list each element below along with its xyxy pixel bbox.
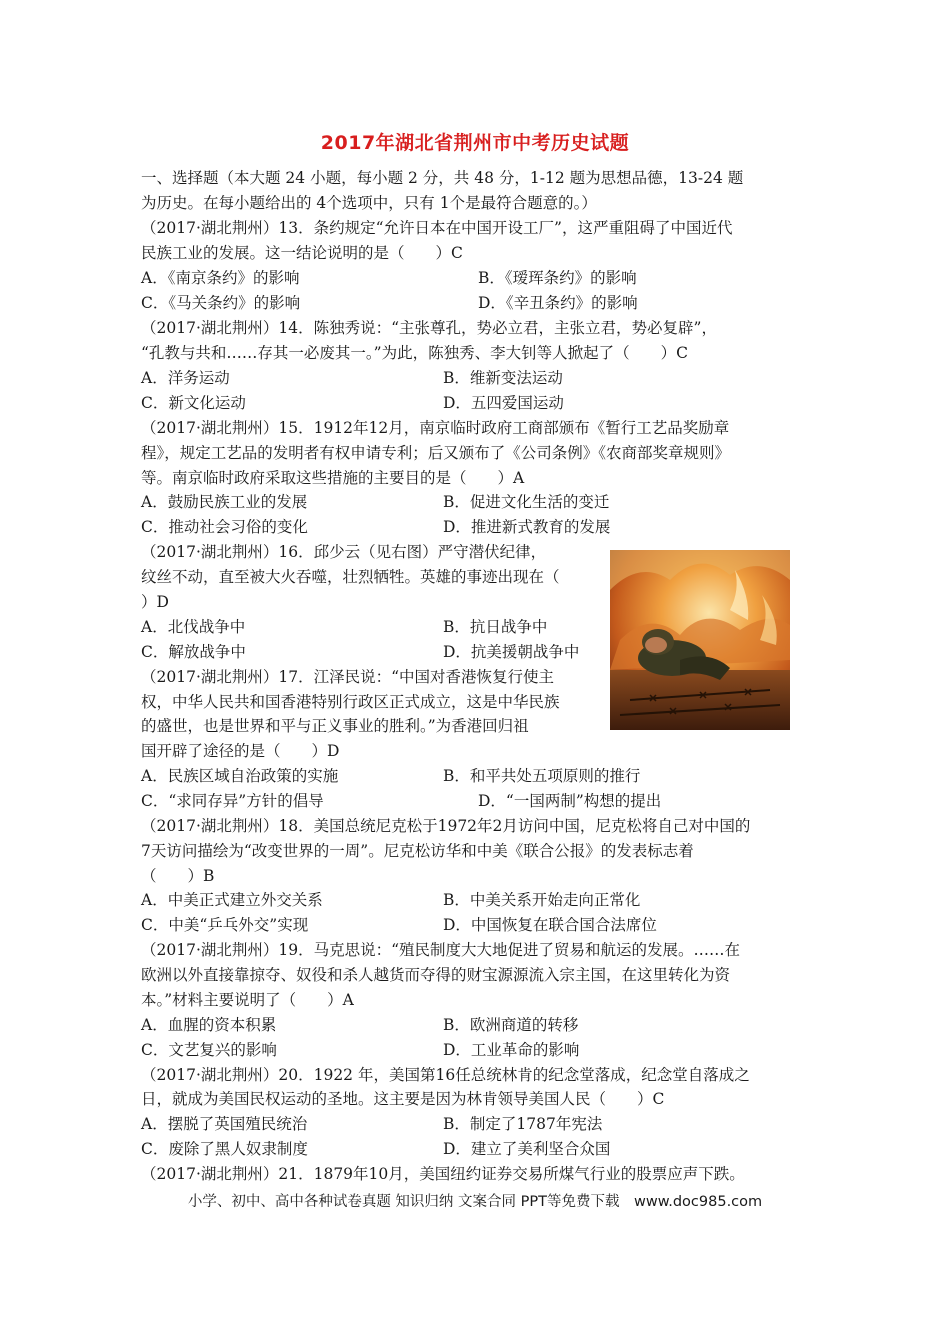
question-18-stem: （2017·湖北荆州）18．美国总统尼克松于1972年2月访问中国，尼克松将自己对中国的 — [141, 817, 751, 835]
option-c: C．《马关条约》的影响 — [141, 294, 301, 312]
option-a: A．北伐战争中 — [141, 618, 246, 636]
question-20-stem: （2017·湖北荆州）20．1922 年，美国第16任总统林肯的纪念堂落成，纪念堂自落成之 — [141, 1066, 750, 1084]
option-a: A．血腥的资本积累 — [141, 1016, 277, 1034]
option-a: A．中美正式建立外交关系 — [141, 891, 323, 909]
intro-line: 为历史。在每小题给出的 4个选项中，只有 1个是最符合题意的。） — [141, 194, 597, 212]
question-15-stem: 程》，规定工艺品的发明者有权申请专利；后又颁布了《公司条例》《农商部奖章规则》 — [141, 444, 731, 462]
option-b: B．中美关系开始走向正常化 — [443, 891, 641, 909]
option-b: B．制定了1787年宪法 — [443, 1115, 603, 1133]
option-a: A．鼓励民族工业的发展 — [141, 493, 308, 511]
option-c: C．“求同存异”方针的倡导 — [141, 792, 324, 810]
option-d: D．中国恢复在联合国合法席位 — [443, 916, 657, 934]
question-20-stem: 日，就成为美国民权运动的圣地。这主要是因为林肯领导美国人民（ ）C — [141, 1090, 665, 1108]
option-c: C．文艺复兴的影响 — [141, 1041, 277, 1059]
question-18-stem: （ ）B — [141, 867, 215, 885]
option-d: D．《辛丑条约》的影响 — [478, 294, 638, 312]
question-15-stem: （2017·湖北荆州）15．1912年12月，南京临时政府工商部颁布《暂行工艺品奖励章 — [141, 419, 730, 437]
question-18-stem: 7天访问描绘为“改变世界的一周”。尼克松访华和中美《联合公报》的发表标志着 — [141, 842, 694, 860]
option-d: D．五四爱国运动 — [443, 394, 564, 412]
question-16-stem: 纹丝不动，直至被大火吞噬，壮烈牺牲。英雄的事迹出现在（ — [141, 568, 560, 586]
option-b: B．促进文化生活的变迁 — [443, 493, 610, 511]
question-14-stem: “孔教与共和……存其一必废其一。”为此，陈独秀、李大钊等人掀起了（ ）C — [141, 344, 688, 362]
question-14-stem: （2017·湖北荆州）14．陈独秀说：“主张尊孔，势必立君，主张立君，势必复辟”， — [141, 319, 717, 337]
option-b: B．抗日战争中 — [443, 618, 548, 636]
question-17-stem: 国开辟了途径的是（ ）D — [141, 742, 340, 760]
option-d: D．抗美援朝战争中 — [443, 643, 580, 661]
question-13-stem: 民族工业的发展。这一结论说明的是（ ）C — [141, 244, 463, 262]
question-17-stem: （2017·湖北荆州）17．江泽民说：“中国对香港恢复行使主 — [141, 668, 555, 686]
option-b: B．欧洲商道的转移 — [443, 1016, 579, 1034]
question-17-stem: 权，中华人民共和国香港特别行政区正式成立，这是中华民族 — [141, 693, 560, 711]
question-19-stem: 本。”材料主要说明了（ ）A — [141, 991, 354, 1009]
question-19-stem: 欧洲以外直接靠掠夺、奴役和杀人越货而夺得的财宝源源流入宗主国，在这里转化为资 — [141, 966, 731, 984]
option-a: A．民族区域自治政策的实施 — [141, 767, 339, 785]
option-b: B．和平共处五项原则的推行 — [443, 767, 641, 785]
page-title: 2017年湖北省荆州市中考历史试题 — [320, 132, 630, 154]
option-a: A．《南京条约》的影响 — [141, 269, 300, 287]
option-c: C．废除了黑人奴隶制度 — [141, 1140, 308, 1158]
question-16-stem: ）D — [141, 593, 169, 611]
option-b: B．维新变法运动 — [443, 369, 563, 387]
option-d: D．“一国两制”构想的提出 — [478, 792, 662, 810]
question-19-stem: （2017·湖北荆州）19．马克思说：“殖民制度大大地促进了贸易和航运的发展。……在 — [141, 941, 741, 959]
option-d: D．建立了美利坚合众国 — [443, 1140, 611, 1158]
question-16-stem: （2017·湖北荆州）16．邱少云（见右图）严守潜伏纪律， — [141, 543, 547, 561]
option-c: C．中美“乒乓外交”实现 — [141, 916, 309, 934]
question-13-stem: （2017·湖北荆州）13．条约规定“允许日本在中国开设工厂”，这严重阻碍了中国近代 — [141, 219, 733, 237]
option-b: B．《瑷珲条约》的影响 — [478, 269, 637, 287]
qiu-shaoyun-painting — [610, 550, 790, 730]
intro-line: 一、选择题（本大题 24 小题，每小题 2 分，共 48 分，1-12 题为思想品德，13-24 题 — [141, 169, 744, 187]
question-17-stem: 的盛世，也是世界和平与正义事业的胜利。”为香港回归祖 — [141, 717, 529, 735]
option-d: D．推进新式教育的发展 — [443, 518, 611, 536]
option-c: C．推动社会习俗的变化 — [141, 518, 308, 536]
option-c: C．新文化运动 — [141, 394, 246, 412]
option-a: A．洋务运动 — [141, 369, 230, 387]
question-21-stem: （2017·湖北荆州）21．1879年10月，美国纽约证券交易所煤气行业的股票应声下跌。 — [141, 1165, 745, 1183]
option-d: D．工业革命的影响 — [443, 1041, 580, 1059]
option-a: A．摆脱了英国殖民统治 — [141, 1115, 308, 1133]
question-15-stem: 等。南京临时政府采取这些措施的主要目的是（ ）A — [141, 469, 525, 487]
page-footer[interactable]: 小学、初中、高中各种试卷真题 知识归纳 文案合同 PPT等免费下载 www.doc985.com — [187, 1194, 763, 1210]
option-c: C．解放战争中 — [141, 643, 246, 661]
